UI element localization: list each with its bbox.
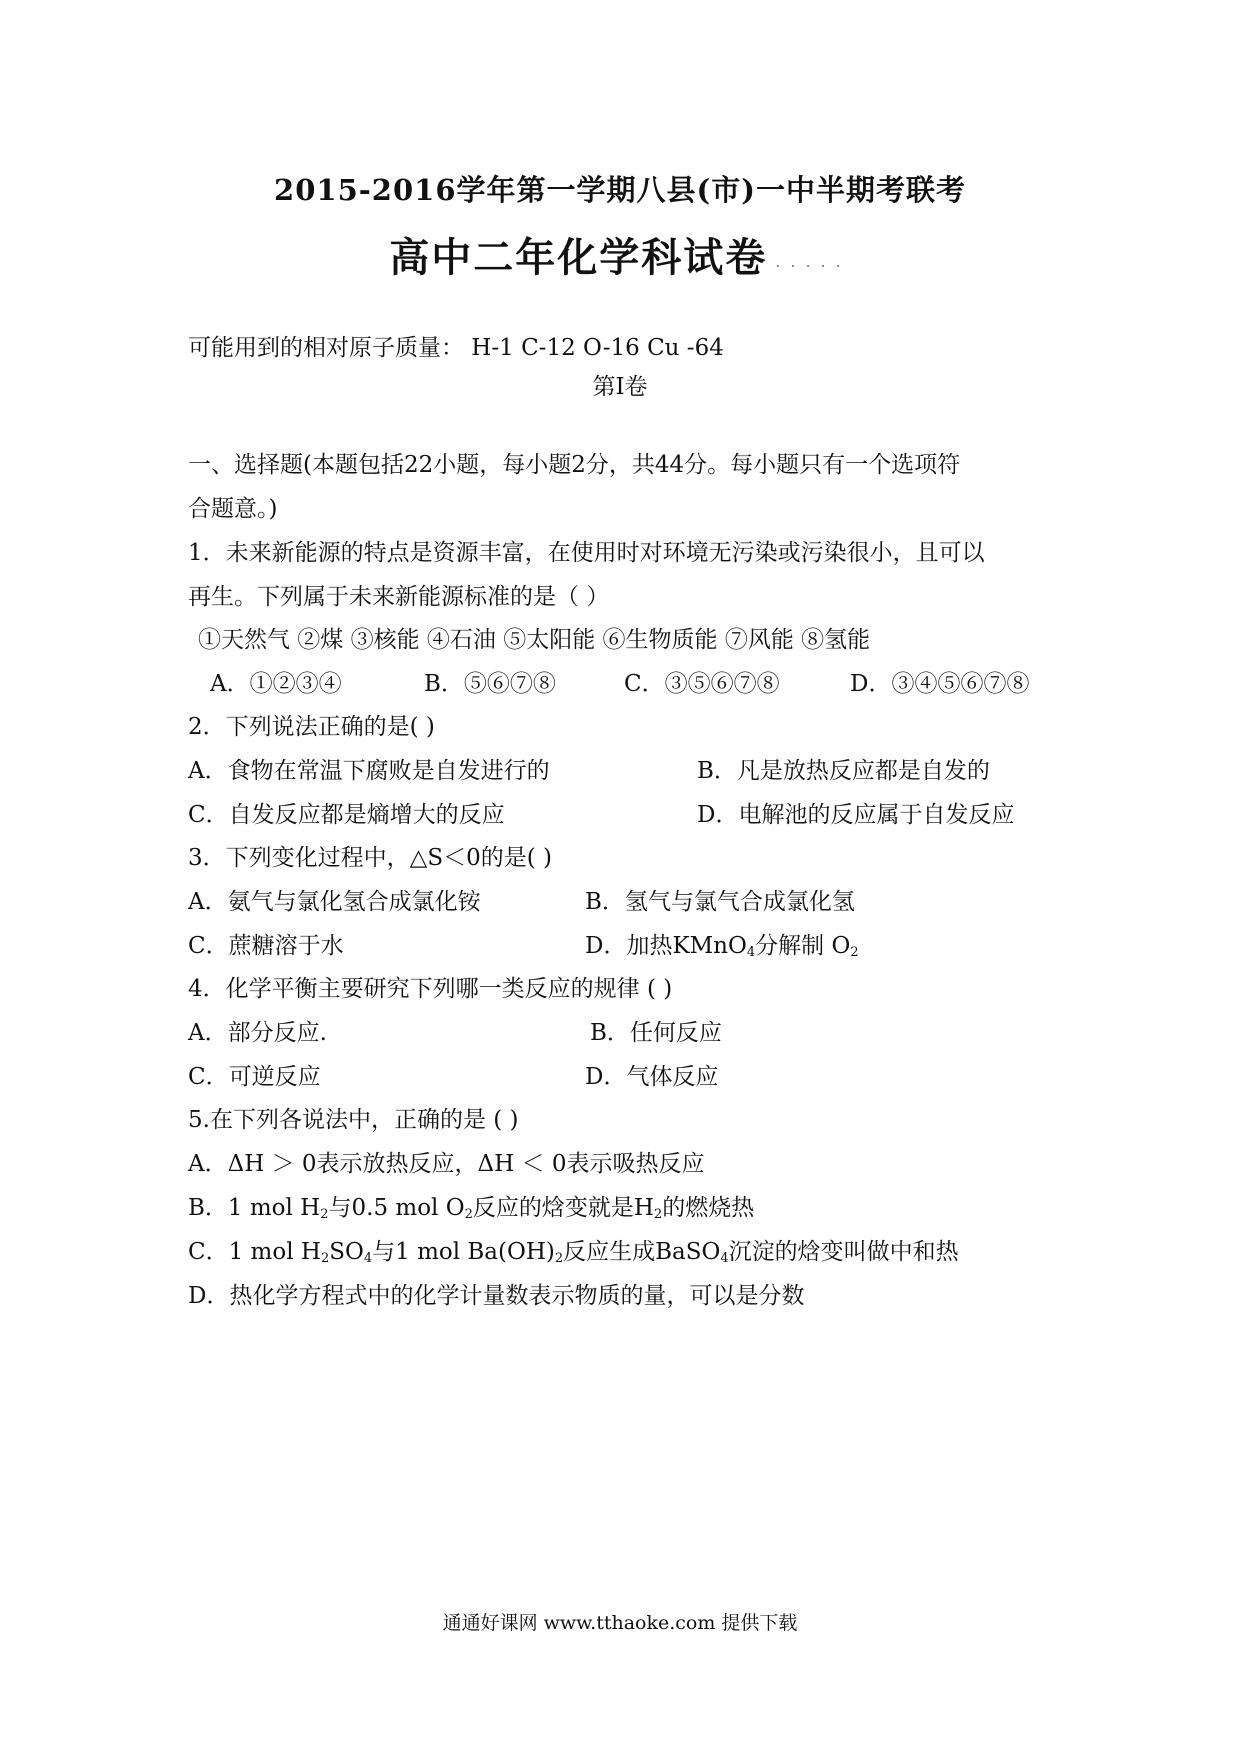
text: 与1 mol Ba(OH) (372, 1239, 555, 1265)
subtitle-dots: ..... (775, 251, 851, 271)
question-1-stem-line2: 再生。下列属于未来新能源标准的是（ ） (188, 584, 610, 610)
exam-subtitle (0, 226, 1240, 283)
question-4-stem: 4．化学平衡主要研究下列哪一类反应的规律 ( ) (188, 976, 673, 1002)
subscript: 4 (746, 945, 756, 960)
subscript: 4 (363, 1251, 373, 1266)
question-2-option-a: A．食物在常温下腐败是自发进行的 (188, 758, 550, 784)
question-2-option-b: B．凡是放热反应都是自发的 (697, 758, 990, 784)
question-3-option-c: C．蔗糖溶于水 (188, 933, 344, 959)
text: 的燃烧热 (662, 1195, 755, 1221)
subscript: 2 (554, 1251, 564, 1266)
question-3-option-b: B．氢气与氯气合成氯化氢 (585, 889, 855, 915)
formula-kmno: KMnO (672, 933, 747, 959)
question-4-option-a: A．部分反应. (188, 1020, 327, 1046)
footer-download-note: 通通好课网 www.tthaoke.com 提供下载 (442, 1612, 798, 1634)
text: B．1 mol H (188, 1195, 321, 1221)
text: 反应的焓变就是H (472, 1195, 654, 1221)
question-2-stem: 2．下列说法正确的是( ) (188, 714, 435, 740)
exam-title: 2015-2016学年第一学期八县(市)一中半期考联考 (274, 173, 966, 207)
subscript: 2 (653, 1207, 663, 1222)
text: C．1 mol H (188, 1239, 321, 1265)
question-5-stem: 5.在下列各说法中，正确的是 ( ) (188, 1107, 519, 1133)
subscript: 2 (850, 945, 859, 960)
section-heading-line1: 一、选择题(本题包括22小题，每小题2分，共44分。每小题只有一个选项符 (188, 452, 961, 478)
subscript: 2 (464, 1207, 473, 1222)
subscript: 2 (320, 1207, 329, 1222)
question-1-option-d: D．③④⑤⑥⑦⑧ (850, 671, 1030, 697)
question-1-option-a: A．①②③④ (210, 671, 342, 697)
section-heading-line2: 合题意。) (188, 496, 278, 522)
subscript: 2 (320, 1251, 330, 1266)
option-d-prefix: D．加热 (585, 933, 673, 959)
volume-label: 第Ⅰ卷 (592, 374, 648, 400)
question-1-stem-line1: 1．未来新能源的特点是资源丰富，在使用时对环境无污染或污染很小，且可以 (188, 540, 985, 566)
question-4-option-d: D．气体反应 (585, 1064, 719, 1090)
question-1-option-b: B．⑤⑥⑦⑧ (424, 671, 556, 697)
question-4-option-b: B．任何反应 (590, 1020, 722, 1046)
text: 分解制 O (755, 933, 851, 959)
question-1-items: ①天然气 ②煤 ③核能 ④石油 ⑤太阳能 ⑥生物质能 ⑦风能 ⑧氢能 (198, 627, 871, 653)
question-1-option-c: C．③⑤⑥⑦⑧ (624, 671, 780, 697)
question-5-option-d: D．热化学方程式中的化学计量数表示物质的量，可以是分数 (188, 1283, 805, 1309)
question-4-option-c: C．可逆反应 (188, 1064, 321, 1090)
subtitle-text: 高中二年化学科试卷 (389, 234, 768, 281)
question-2-option-d: D．电解池的反应属于自发反应 (697, 802, 1015, 828)
question-3-option-d (585, 931, 859, 968)
question-3-option-a: A．氨气与氯化氢合成氯化铵 (188, 889, 481, 915)
text: 沉淀的焓变叫做中和热 (728, 1239, 959, 1265)
text: 反应生成BaSO (563, 1239, 721, 1265)
text: SO (329, 1239, 364, 1265)
question-2-option-c: C．自发反应都是熵增大的反应 (188, 802, 505, 828)
subscript: 4 (720, 1251, 729, 1266)
question-3-stem: 3．下列变化过程中，△S＜0的是( ) (188, 845, 552, 871)
text: 与0.5 mol O (328, 1195, 465, 1221)
question-5-option-b (188, 1193, 754, 1230)
question-5-option-c (188, 1237, 959, 1274)
question-5-option-a: A．ΔH ＞ 0表示放热反应，ΔH ＜ 0表示吸热反应 (188, 1151, 705, 1177)
atomic-masses: 可能用到的相对原子质量： H-1 C-12 O-16 Cu -64 (188, 335, 724, 361)
